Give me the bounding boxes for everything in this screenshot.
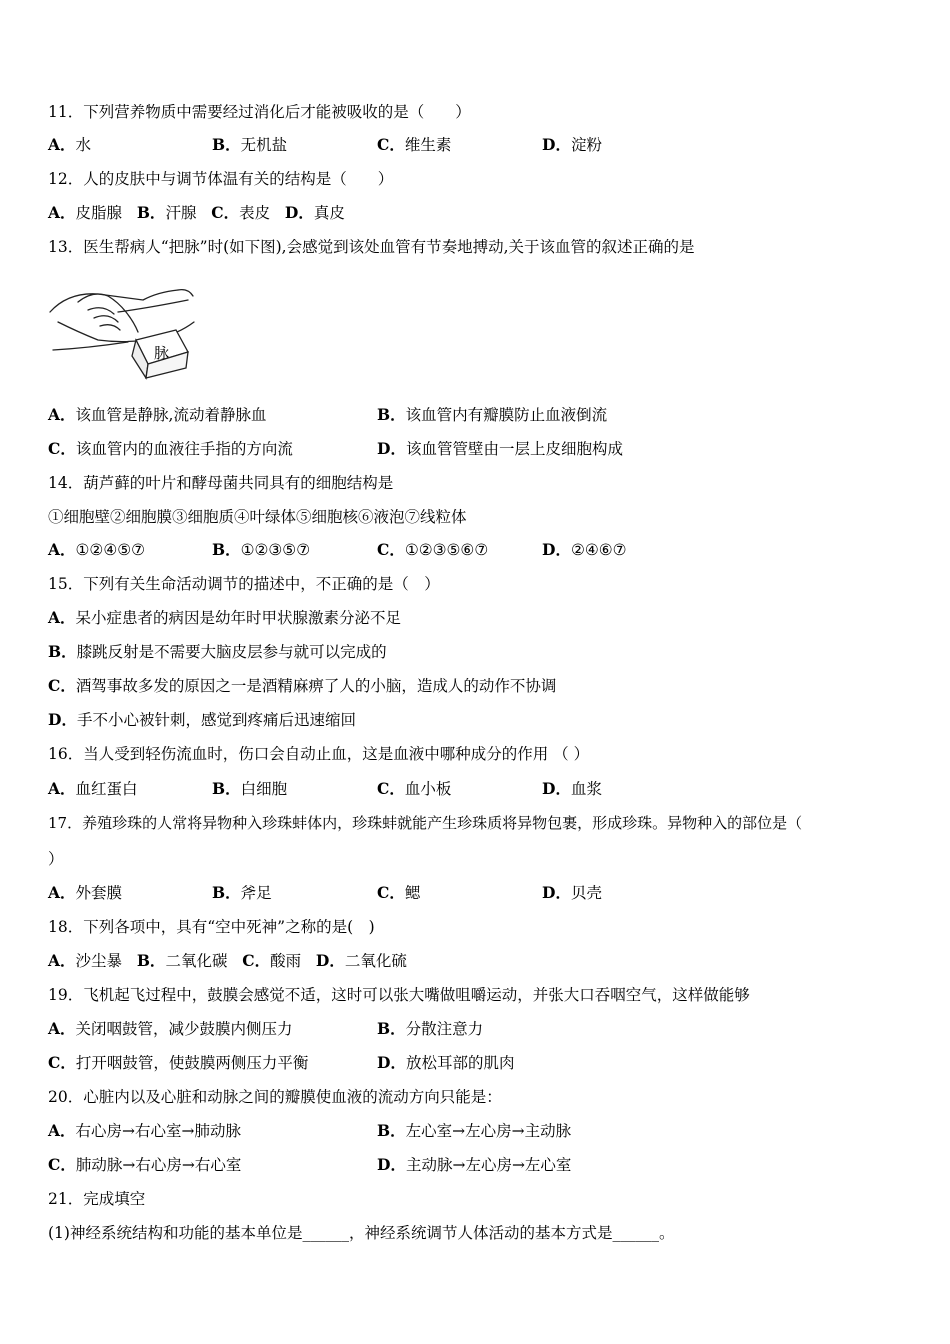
q17-option-b: B．斧足 — [212, 883, 272, 902]
q14-stem: 14．葫芦藓的叶片和酵母菌共同具有的细胞结构是 — [48, 474, 394, 492]
q15-option-a: A．呆小症患者的病因是幼年时甲状腺激素分泌不足 — [48, 608, 402, 627]
q20-stem: 20．心脏内以及心脏和动脉之间的瓣膜使血液的流动方向只能是： — [48, 1088, 502, 1106]
q11-stem: 11．下列营养物质中需要经过消化后才能被吸收的是（ ） — [48, 103, 471, 121]
q19-option-a: A．关闭咽鼓管，减少鼓膜内侧压力 — [48, 1019, 293, 1038]
q13-option-b: B．该血管内有瓣膜防止血液倒流 — [377, 405, 608, 424]
q15-option-d: D．手不小心被针刺，感觉到疼痛后迅速缩回 — [48, 710, 356, 729]
q15-stem: 15．下列有关生命活动调节的描述中，不正确的是（ ） — [48, 575, 440, 593]
pulse-figure — [48, 282, 198, 382]
q20-option-d: D．主动脉→左心房→左心室 — [377, 1155, 572, 1174]
q17-option-c: C．鳃 — [377, 883, 421, 902]
q17-stem-continued: ） — [48, 850, 64, 868]
q13-option-c: C．该血管内的血液往手指的方向流 — [48, 439, 293, 458]
q17-option-d: D．贝壳 — [542, 883, 602, 902]
q17-stem: 17．养殖珍珠的人常将异物种入珍珠蚌体内，珍珠蚌就能产生珍珠质将异物包裹，形成珍珠。异物种入的部位是（ — [48, 814, 803, 832]
q16-option-b: B．白细胞 — [212, 779, 288, 798]
q14-option-a: A．①②④⑤⑦ — [48, 540, 146, 559]
hand-pulse-illustration — [48, 282, 198, 382]
q11-option-b: B．无机盐 — [212, 135, 288, 154]
q11-option-d: D．淀粉 — [542, 135, 602, 154]
pulse-pillow-label: 脉 — [154, 344, 170, 362]
q16-option-d: D．血浆 — [542, 779, 602, 798]
q16-option-a: A．血红蛋白 — [48, 779, 138, 798]
q18-options: A．沙尘暴 B．二氧化碳 C．酸雨 D．二氧化硫 — [48, 951, 407, 970]
q21-stem: 21．完成填空 — [48, 1190, 146, 1208]
q15-option-b: B．膝跳反射是不需要大脑皮层参与就可以完成的 — [48, 642, 387, 661]
q13-stem: 13．医生帮病人“把脉”时(如下图),会感觉到该处血管有节奏地搏动,关于该血管的叙述正确的是 — [48, 238, 695, 256]
q13-option-a: A．该血管是静脉,流动着静脉血 — [48, 405, 267, 424]
q19-option-c: C．打开咽鼓管，使鼓膜两侧压力平衡 — [48, 1053, 309, 1072]
q20-option-a: A．右心房→右心室→肺动脉 — [48, 1121, 242, 1140]
q19-option-d: D．放松耳部的肌肉 — [377, 1053, 515, 1072]
q13-option-d: D．该血管管壁由一层上皮细胞构成 — [377, 439, 623, 458]
q12-options: A．皮脂腺 B．汗腺 C．表皮 D．真皮 — [48, 203, 345, 222]
q19-option-b: B．分散注意力 — [377, 1019, 484, 1038]
q16-option-c: C．血小板 — [377, 779, 452, 798]
q12-stem: 12．人的皮肤中与调节体温有关的结构是（ ） — [48, 170, 394, 188]
q11-option-a: A．水 — [48, 135, 92, 154]
q15-option-c: C．酒驾事故多发的原因之一是酒精麻痹了人的小脑，造成人的动作不协调 — [48, 676, 557, 695]
q16-stem: 16．当人受到轻伤流血时，伤口会自动止血，这是血液中哪种成分的作用 （ ） — [48, 745, 590, 763]
q14-option-c: C．①②③⑤⑥⑦ — [377, 540, 489, 559]
q11-option-c: C．维生素 — [377, 135, 452, 154]
q17-option-a: A．外套膜 — [48, 883, 123, 902]
q18-stem: 18．下列各项中，具有“空中死神”之称的是( ) — [48, 918, 375, 936]
q19-stem: 19．飞机起飞过程中，鼓膜会感觉不适，这时可以张大嘴做咀嚼运动，并张大口吞咽空气，这样做能够 — [48, 986, 750, 1004]
q21-sub1: (1)神经系统结构和功能的基本单位是______，神经系统调节人体活动的基本方式是______。 — [48, 1224, 675, 1242]
q14-option-b: B．①②③⑤⑦ — [212, 540, 311, 559]
q14-option-d: D．②④⑥⑦ — [542, 540, 627, 559]
q20-option-b: B．左心室→左心房→主动脉 — [377, 1121, 572, 1140]
q14-structure-list: ①细胞壁②细胞膜③细胞质④叶绿体⑤细胞核⑥液泡⑦线粒体 — [48, 508, 467, 526]
q20-option-c: C．肺动脉→右心房→右心室 — [48, 1155, 242, 1174]
